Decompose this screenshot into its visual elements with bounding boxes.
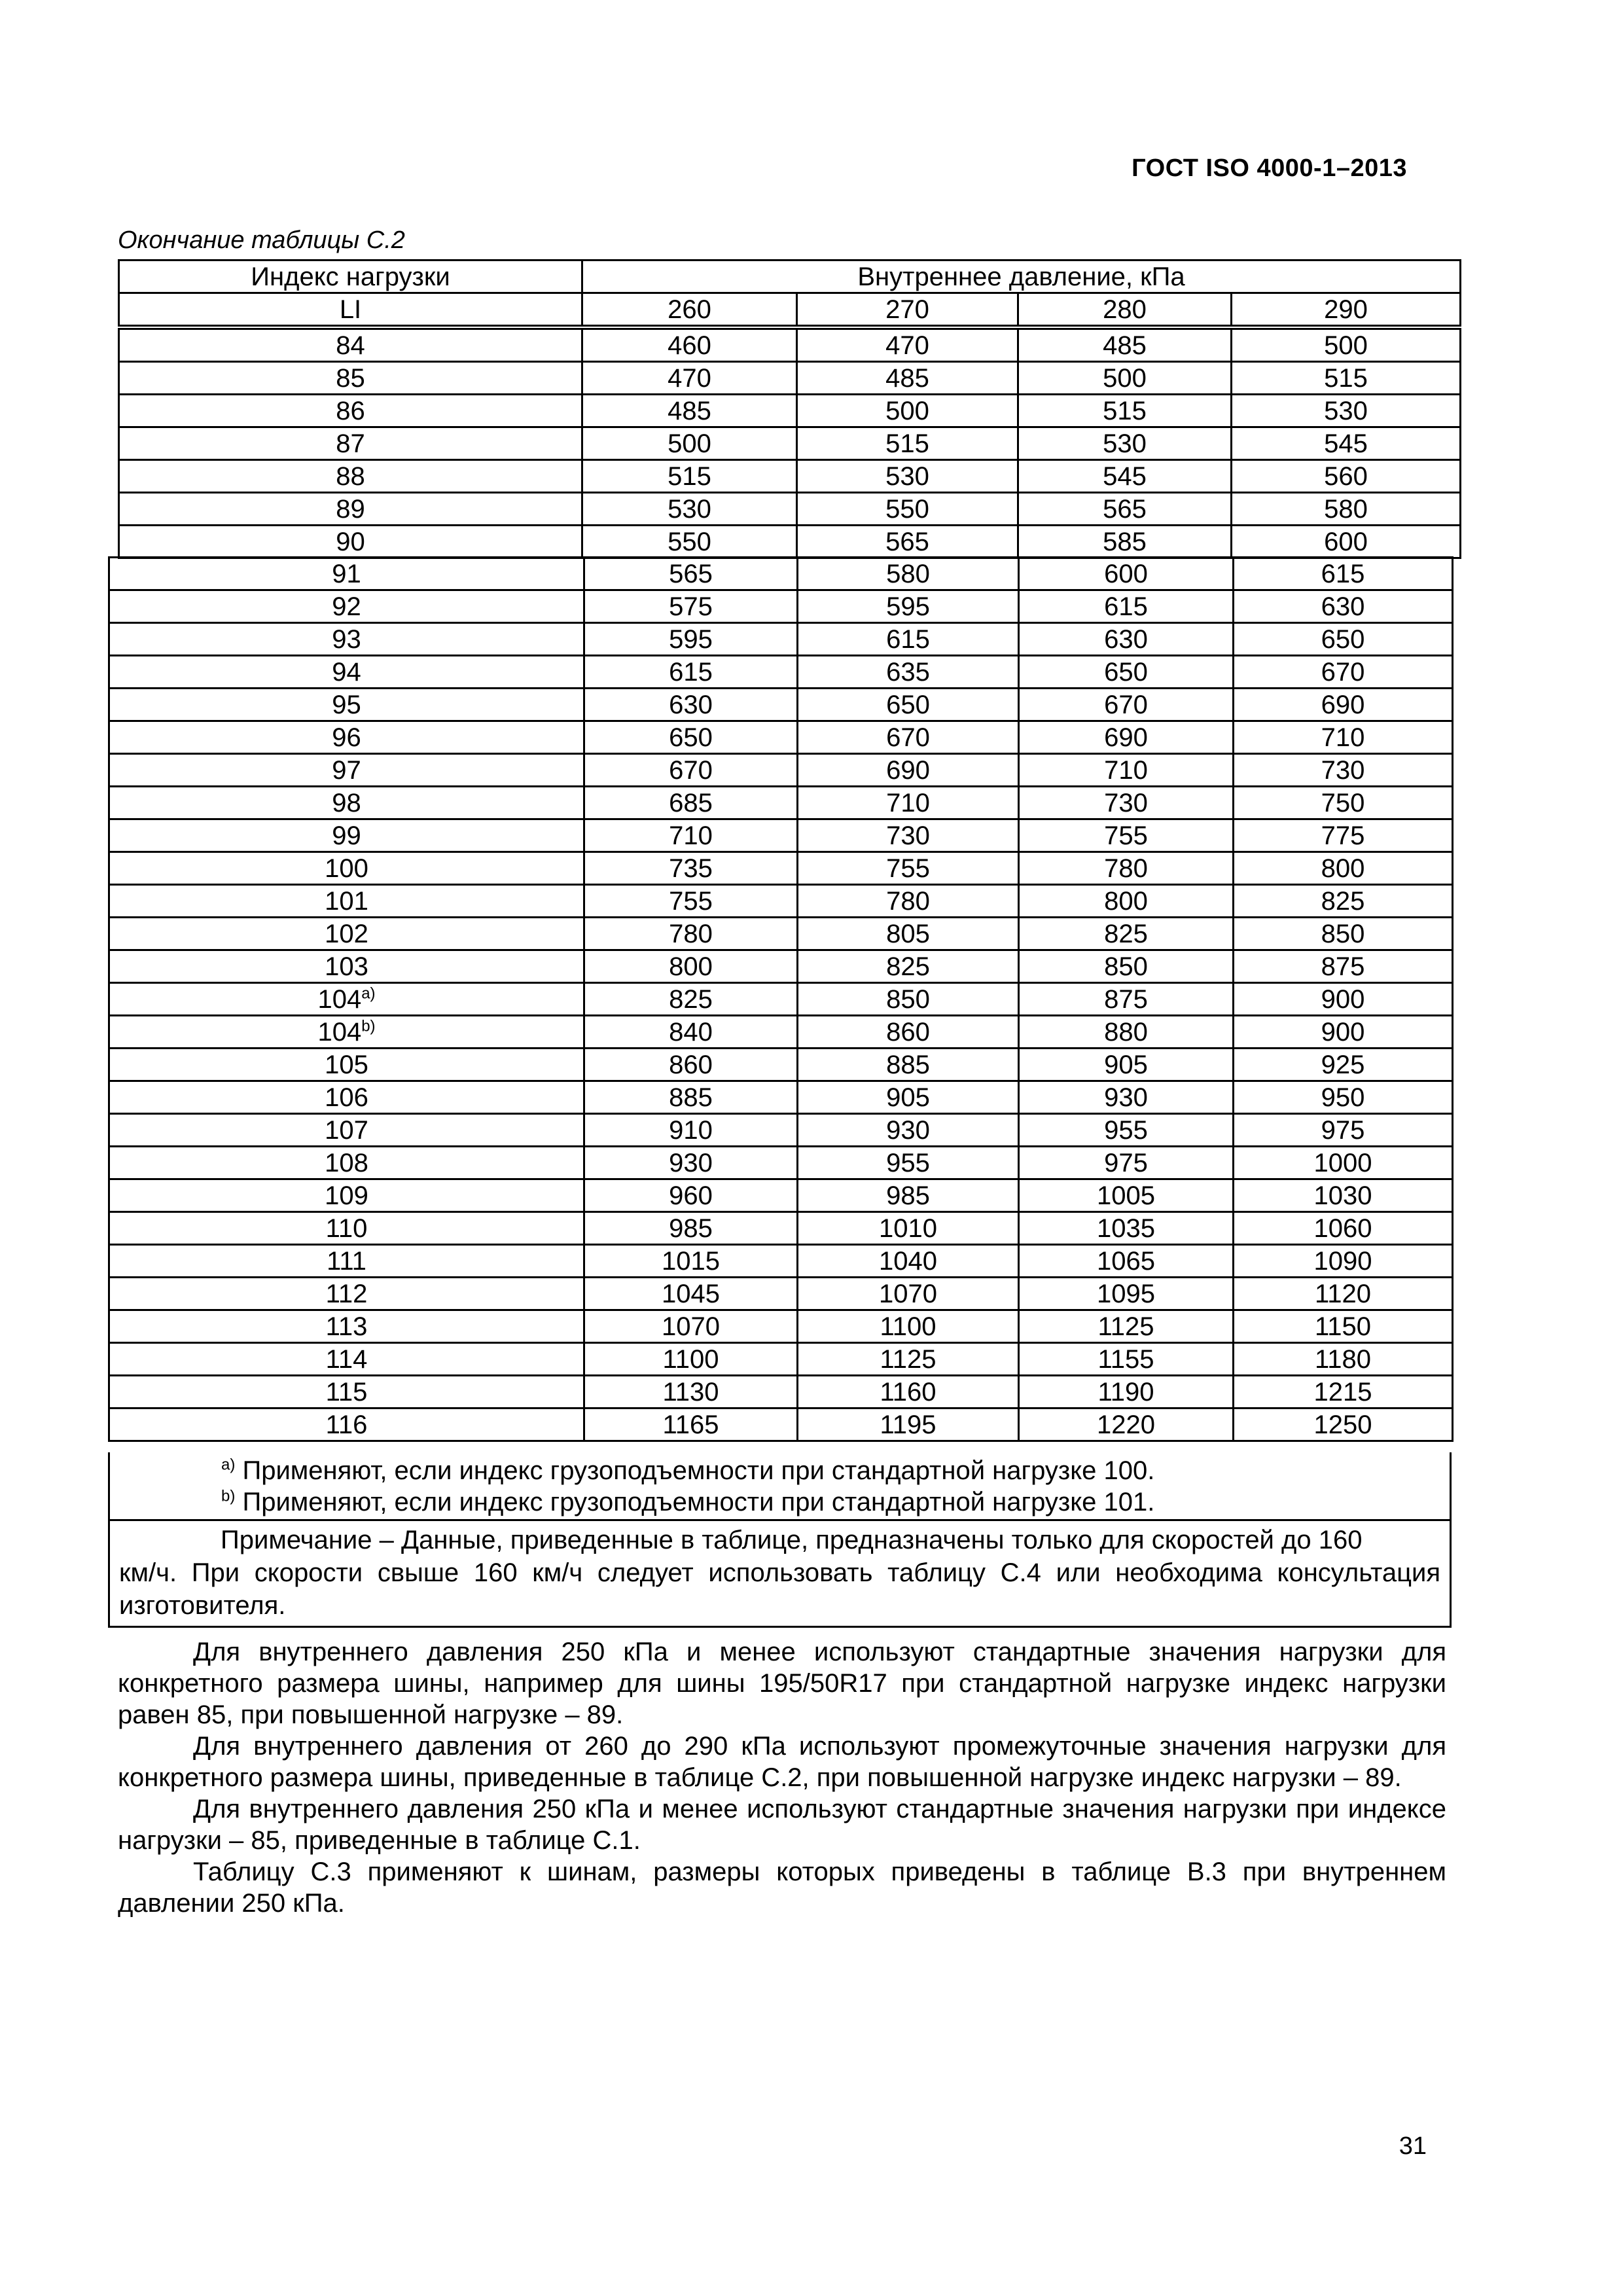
header-pressure-270: 270 [797,293,1018,328]
cell-load-index [109,1310,584,1343]
cell-load-index [109,721,584,754]
cell-load-270: 500 [797,395,1018,427]
table-body-lower [109,558,1453,1441]
cell-load-270: 710 [798,787,1019,819]
table-row [109,754,1453,787]
table-row [109,852,1453,885]
table-row [119,460,1461,493]
load-index-value: 100 [325,853,368,883]
cell-load-index [109,950,584,983]
cell-load-280: 1065 [1019,1245,1234,1278]
cell-load-260: 575 [584,590,798,623]
cell-load-290: 515 [1232,362,1461,395]
cell-load-270: 1100 [798,1310,1019,1343]
cell-load-280: 930 [1019,1081,1234,1114]
cell-load-index [109,590,584,623]
table-row [109,1376,1453,1408]
cell-load-290: 530 [1232,395,1461,427]
cell-load-290: 1180 [1234,1343,1453,1376]
load-index-value: 84 [336,331,365,360]
table-header [119,260,1461,328]
cell-load-index [109,885,584,918]
cell-load-270: 930 [798,1114,1019,1147]
load-index-value: 93 [332,624,361,654]
cell-load-270: 755 [798,852,1019,885]
load-index-value: 104 [317,1017,362,1047]
cell-load-260: 530 [582,493,797,526]
cell-load-270: 635 [798,656,1019,689]
cell-load-290: 975 [1234,1114,1453,1147]
cell-load-260: 500 [582,427,797,460]
cell-load-270: 580 [798,558,1019,590]
cell-load-index [109,1179,584,1212]
cell-load-290: 850 [1234,918,1453,950]
cell-load-290: 670 [1234,656,1453,689]
load-index-value: 91 [332,559,361,588]
cell-load-290: 950 [1234,1081,1453,1114]
cell-load-260: 780 [584,918,798,950]
table-row [109,1016,1453,1049]
cell-load-290: 1150 [1234,1310,1453,1343]
load-index-value: 116 [325,1410,368,1439]
cell-load-290: 1090 [1234,1245,1453,1278]
table-row [109,950,1453,983]
cell-load-290: 730 [1234,754,1453,787]
cell-load-280: 585 [1018,526,1232,558]
table-note [110,1521,1450,1626]
cell-load-index [119,493,582,526]
paragraph: Таблицу С.3 применяют к шинам, размеры которых приведены в таблице В.3 при внутреннем давлении 250 кПа. [118,1857,1446,1918]
page-number: 31 [1399,2132,1427,2160]
header-internal-pressure: Внутреннее давление, кПа [582,260,1461,293]
cell-load-260: 735 [584,852,798,885]
cell-load-260: 485 [582,395,797,427]
cell-load-270: 485 [797,362,1018,395]
load-index-value: 96 [332,723,361,752]
cell-load-270: 780 [798,885,1019,918]
cell-load-270: 1160 [798,1376,1019,1408]
header-load-index: Индекс нагрузки [119,260,582,293]
cell-load-280: 485 [1018,327,1232,362]
cell-load-290: 615 [1234,558,1453,590]
cell-load-290: 545 [1232,427,1461,460]
cell-load-index [109,787,584,819]
cell-load-index [119,395,582,427]
load-index-value: 109 [325,1181,368,1210]
load-index-value: 85 [336,363,365,393]
cell-load-290: 1120 [1234,1278,1453,1310]
cell-load-290: 580 [1232,493,1461,526]
cell-load-280: 975 [1019,1147,1234,1179]
cell-load-260: 1045 [584,1278,798,1310]
cell-load-index [119,460,582,493]
load-index-value: 97 [332,755,361,785]
cell-load-index [109,1343,584,1376]
table-notes [108,1452,1452,1628]
load-index-value: 101 [325,886,368,916]
cell-load-260: 550 [582,526,797,558]
cell-load-260: 460 [582,327,797,362]
cell-load-270: 955 [798,1147,1019,1179]
cell-load-290: 1000 [1234,1147,1453,1179]
cell-load-280: 1155 [1019,1343,1234,1376]
table-row [119,427,1461,460]
cell-load-270: 1040 [798,1245,1019,1278]
table-row [109,1278,1453,1310]
table-row [109,689,1453,721]
cell-load-index [109,623,584,656]
cell-load-270: 1125 [798,1343,1019,1376]
table-row [119,395,1461,427]
cell-load-260: 670 [584,754,798,787]
table-row [109,721,1453,754]
cell-load-290: 500 [1232,327,1461,362]
document-standard-id: ГОСТ ISO 4000-1–2013 [1132,154,1407,182]
cell-load-280: 780 [1019,852,1234,885]
cell-load-260: 840 [584,1016,798,1049]
cell-load-280: 875 [1019,983,1234,1016]
load-index-value: 99 [332,821,361,850]
table-note-first-line: Примечание – Данные, приведенные в таблице, предназначены только для скоростей до 160 [221,1526,1363,1554]
paragraph: Для внутреннего давления 250 кПа и менее используют стандартные значения нагрузки при индексе нагрузки – 85, приведенные в таблице С.1. [118,1795,1446,1855]
table-row [109,819,1453,852]
table-row [109,885,1453,918]
cell-load-270: 730 [798,819,1019,852]
table-row [109,983,1453,1016]
cell-load-280: 500 [1018,362,1232,395]
cell-load-280: 955 [1019,1114,1234,1147]
load-index-value: 92 [332,592,361,621]
table-row [109,590,1453,623]
cell-load-index [109,918,584,950]
cell-load-270: 850 [798,983,1019,1016]
cell-load-index [119,526,582,558]
table-row [109,918,1453,950]
table-row [109,1212,1453,1245]
cell-load-index [109,1376,584,1408]
load-index-value: 86 [336,396,365,425]
cell-load-260: 800 [584,950,798,983]
cell-load-290: 800 [1234,852,1453,885]
footnote-mark: b) [221,1487,236,1505]
paragraph: Для внутреннего давления 250 кПа и менее используют стандартные значения нагрузки для конкретного размера шины, например для шины 195/50R17 при стандартной нагрузке индекс нагрузки равен 85, при повышенной нагрузке – 89. [118,1638,1446,1729]
cell-load-280: 905 [1019,1049,1234,1081]
load-index-value: 89 [336,494,365,524]
load-index-value: 106 [325,1083,368,1112]
load-index-value: 113 [325,1312,368,1341]
cell-load-index [109,558,584,590]
table-row [109,1179,1453,1212]
footnotes [110,1452,1450,1521]
cell-load-290: 825 [1234,885,1453,918]
cell-load-270: 690 [798,754,1019,787]
cell-load-280: 565 [1018,493,1232,526]
cell-load-270: 985 [798,1179,1019,1212]
table-row [109,558,1453,590]
table-row [109,1310,1453,1343]
cell-load-280: 1125 [1019,1310,1234,1343]
footnote-b [221,1486,1450,1518]
footnote-mark: b) [361,1017,376,1035]
cell-load-270: 530 [797,460,1018,493]
cell-load-270: 1010 [798,1212,1019,1245]
cell-load-270: 670 [798,721,1019,754]
cell-load-260: 825 [584,983,798,1016]
cell-load-270: 550 [797,493,1018,526]
footnote-text: Применяют, если индекс грузоподъемности при стандартной нагрузке 100. [242,1456,1155,1485]
cell-load-280: 710 [1019,754,1234,787]
cell-load-280: 825 [1019,918,1234,950]
cell-load-index [109,1147,584,1179]
cell-load-280: 880 [1019,1016,1234,1049]
cell-load-280: 530 [1018,427,1232,460]
cell-load-index [109,1081,584,1114]
cell-load-270: 565 [797,526,1018,558]
cell-load-260: 860 [584,1049,798,1081]
cell-load-290: 1060 [1234,1212,1453,1245]
cell-load-260: 565 [584,558,798,590]
footnote-mark: a) [221,1456,236,1474]
paragraph: Для внутреннего давления от 260 до 290 кПа используют промежуточные значения нагрузки для конкретного размера шины, приведенные в таблице С.2, при повышенной нагрузке индекс нагрузки – 89. [118,1732,1446,1792]
cell-load-290: 630 [1234,590,1453,623]
cell-load-290: 900 [1234,1016,1453,1049]
cell-load-index [109,689,584,721]
cell-load-280: 545 [1018,460,1232,493]
table-row [109,1245,1453,1278]
load-index-value: 108 [325,1148,368,1177]
load-index-value: 115 [325,1377,368,1407]
table-row [109,623,1453,656]
table-caption: Окончание таблицы С.2 [118,226,405,254]
cell-load-290: 925 [1234,1049,1453,1081]
cell-load-260: 910 [584,1114,798,1147]
cell-load-280: 1035 [1019,1212,1234,1245]
table-row [109,1343,1453,1376]
cell-load-index [119,427,582,460]
footnote-text: Применяют, если индекс грузоподъемности при стандартной нагрузке 101. [242,1488,1155,1516]
cell-load-index [109,1408,584,1441]
cell-load-280: 755 [1019,819,1234,852]
table-note-rest: км/ч. При скорости свыше 160 км/ч следует использовать таблицу С.4 или необходима консультация изготовителя. [119,1558,1440,1620]
table-row [119,493,1461,526]
cell-load-index [109,1049,584,1081]
header-pressure-260: 260 [582,293,797,328]
cell-load-260: 1130 [584,1376,798,1408]
cell-load-280: 1190 [1019,1376,1234,1408]
table-row [109,1049,1453,1081]
table-row [109,787,1453,819]
cell-load-index [109,1278,584,1310]
cell-load-260: 885 [584,1081,798,1114]
header-load-index-abbr: LI [119,293,582,328]
load-table-lower [108,556,1454,1442]
cell-load-index [119,327,582,362]
cell-load-290: 600 [1232,526,1461,558]
cell-load-260: 1015 [584,1245,798,1278]
table-row [109,1408,1453,1441]
cell-load-270: 860 [798,1016,1019,1049]
table-row [109,1081,1453,1114]
cell-load-270: 1195 [798,1408,1019,1441]
cell-load-270: 905 [798,1081,1019,1114]
cell-load-260: 710 [584,819,798,852]
cell-load-280: 600 [1019,558,1234,590]
cell-load-260: 470 [582,362,797,395]
cell-load-260: 630 [584,689,798,721]
cell-load-270: 885 [798,1049,1019,1081]
cell-load-290: 560 [1232,460,1461,493]
load-table-upper [118,259,1461,559]
cell-load-280: 630 [1019,623,1234,656]
load-index-value: 87 [336,429,365,458]
footnote-mark: a) [361,984,376,1003]
cell-load-260: 985 [584,1212,798,1245]
cell-load-270: 650 [798,689,1019,721]
cell-load-index [109,852,584,885]
cell-load-270: 1070 [798,1278,1019,1310]
load-index-value: 102 [325,919,368,948]
cell-load-270: 615 [798,623,1019,656]
cell-load-260: 755 [584,885,798,918]
body-text [118,1636,1446,1919]
cell-load-280: 1005 [1019,1179,1234,1212]
cell-load-280: 850 [1019,950,1234,983]
cell-load-260: 615 [584,656,798,689]
cell-load-280: 730 [1019,787,1234,819]
load-index-value: 114 [325,1344,368,1374]
load-index-value: 111 [327,1246,366,1276]
cell-load-260: 1165 [584,1408,798,1441]
cell-load-index [109,1245,584,1278]
load-index-value: 104 [317,984,362,1014]
cell-load-290: 1215 [1234,1376,1453,1408]
cell-load-index [109,1212,584,1245]
cell-load-260: 515 [582,460,797,493]
table-row [109,1114,1453,1147]
cell-load-280: 615 [1019,590,1234,623]
table-row [109,1147,1453,1179]
load-index-value: 95 [332,690,361,719]
cell-load-290: 1030 [1234,1179,1453,1212]
table-body-upper [119,327,1461,558]
cell-load-260: 650 [584,721,798,754]
cell-load-index [109,983,584,1016]
cell-load-260: 1070 [584,1310,798,1343]
table-row [119,362,1461,395]
cell-load-index [109,754,584,787]
cell-load-index [109,1016,584,1049]
table-row [119,526,1461,558]
cell-load-280: 670 [1019,689,1234,721]
header-pressure-280: 280 [1018,293,1232,328]
cell-load-290: 900 [1234,983,1453,1016]
cell-load-270: 515 [797,427,1018,460]
cell-load-280: 800 [1019,885,1234,918]
cell-load-index [109,1114,584,1147]
cell-load-270: 825 [798,950,1019,983]
cell-load-270: 470 [797,327,1018,362]
cell-load-index [109,656,584,689]
cell-load-290: 710 [1234,721,1453,754]
cell-load-index [119,362,582,395]
cell-load-280: 690 [1019,721,1234,754]
cell-load-280: 650 [1019,656,1234,689]
cell-load-260: 1100 [584,1343,798,1376]
cell-load-290: 650 [1234,623,1453,656]
load-index-value: 88 [336,461,365,491]
cell-load-260: 960 [584,1179,798,1212]
load-index-value: 112 [325,1279,368,1308]
cell-load-290: 750 [1234,787,1453,819]
cell-load-280: 1095 [1019,1278,1234,1310]
table-row [119,327,1461,362]
load-index-value: 94 [332,657,361,687]
load-index-value: 90 [336,527,365,556]
cell-load-index [109,819,584,852]
cell-load-260: 595 [584,623,798,656]
header-pressure-290: 290 [1232,293,1461,328]
table-row [109,656,1453,689]
cell-load-290: 875 [1234,950,1453,983]
cell-load-270: 595 [798,590,1019,623]
cell-load-290: 1250 [1234,1408,1453,1441]
load-index-value: 103 [325,952,368,981]
load-index-value: 105 [325,1050,368,1079]
cell-load-260: 930 [584,1147,798,1179]
cell-load-290: 775 [1234,819,1453,852]
load-index-value: 110 [325,1213,368,1243]
cell-load-280: 1220 [1019,1408,1234,1441]
cell-load-270: 805 [798,918,1019,950]
cell-load-260: 685 [584,787,798,819]
cell-load-290: 690 [1234,689,1453,721]
cell-load-280: 515 [1018,395,1232,427]
load-index-value: 98 [332,788,361,817]
footnote-a [221,1455,1450,1486]
load-index-value: 107 [325,1115,368,1145]
